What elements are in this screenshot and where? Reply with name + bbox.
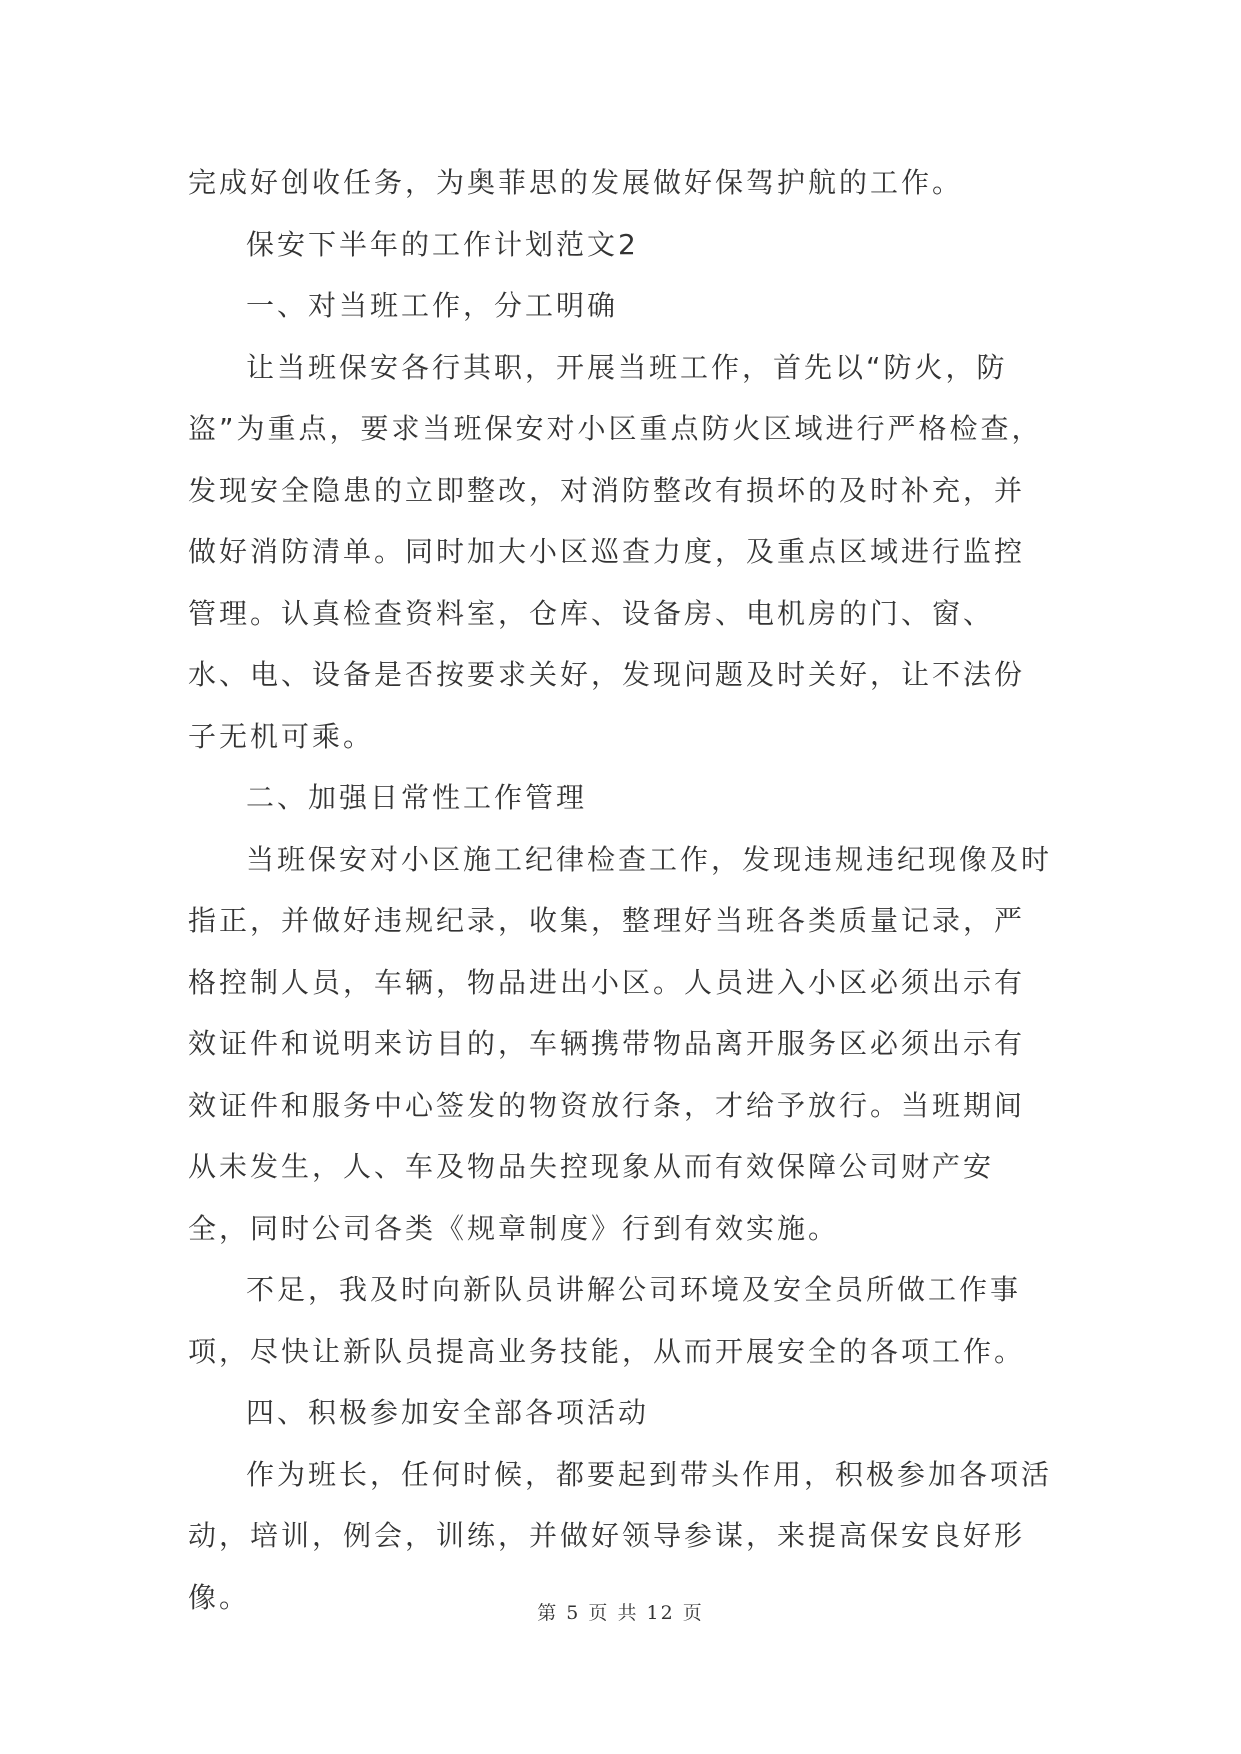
heading-1: 一、对当班工作，分工明确 — [246, 289, 619, 322]
heading-2: 二、加强日常性工作管理 — [246, 781, 588, 814]
paragraph-closing-line: 完成好创收任务，为奥菲思的发展做好保驾护航的工作。 — [188, 166, 964, 199]
heading-4: 四、积极参加安全部各项活动 — [246, 1396, 650, 1429]
document-body — [188, 152, 1053, 1628]
paragraph-shift-duties: 让当班保安各行其职，开展当班工作，首先以“防火，防盗”为重点，要求当班保安对小区重点防火区域进行严格检查，发现安全隐患的立即整改，对消防整改有损坏的及时补充，并做好消防清单。同时加大小区巡查力度，及重点区域进行监控管理。认真检查资料室，仓库、设备房、电机房的门、窗、水、电、设备是否按要求关好，发现问题及时关好，让不法份子无机可乘。 — [188, 350, 1043, 753]
paragraph-daily-management: 当班保安对小区施工纪律检查工作，发现违规违纪现像及时指正，并做好违规纪录，收集，整理好当班各类质量记录，严格控制人员，车辆，物品进出小区。人员进入小区必须出示有效证件和说明来访目的，车辆携带物品离开服务区必须出示有效证件和服务中心签发的物资放行条，才给予放行。当班期间从未发生，人、车及物品失控现象从而有效保障公司财产安全，同时公司各类《规章制度》行到有效实施。 — [188, 842, 1053, 1245]
section-title: 保安下半年的工作计划范文2 — [246, 227, 639, 261]
paragraph-activities: 作为班长，任何时候，都要起到带头作用，积极参加各项活动，培训，例会，训练，并做好领导参谋，来提高保安良好形像。 — [188, 1457, 1053, 1614]
paragraph-new-members: 不足，我及时向新队员讲解公司环境及安全员所做工作事项，尽快让新队员提高业务技能，从而开展安全的各项工作。 — [188, 1273, 1026, 1368]
page-number-footer: 第 5 页 共 12 页 — [537, 1602, 704, 1624]
